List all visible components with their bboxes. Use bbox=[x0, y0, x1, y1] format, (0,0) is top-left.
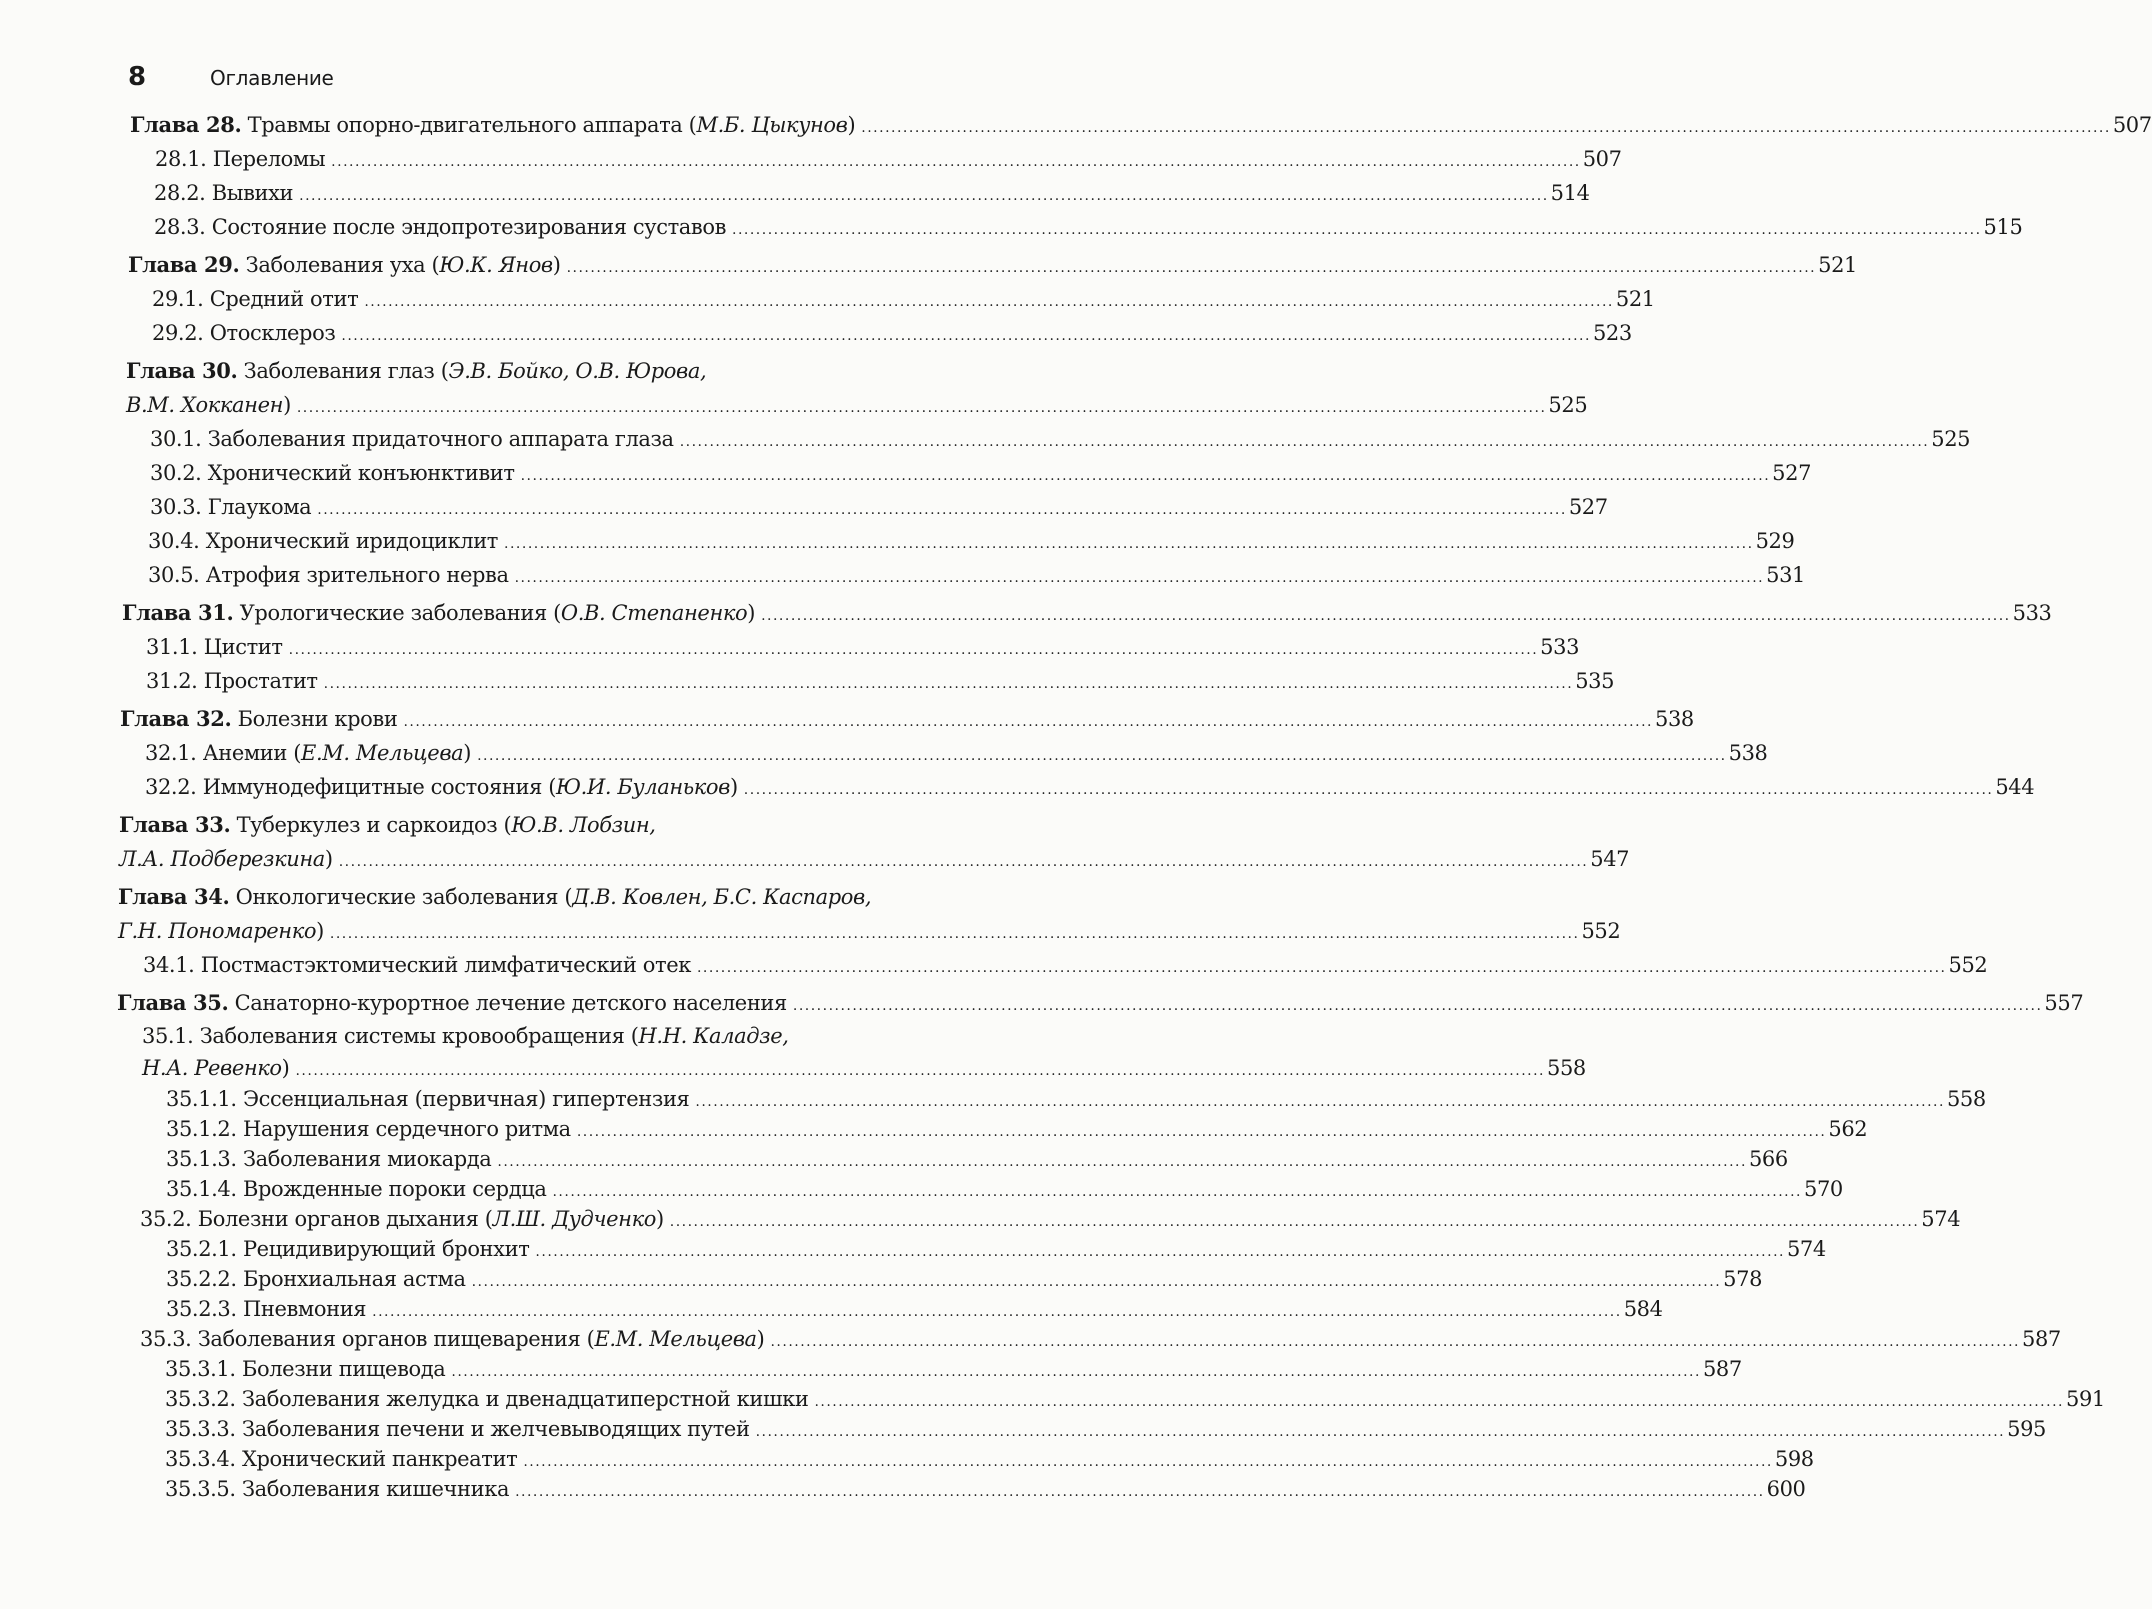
leader-dots bbox=[299, 179, 1549, 213]
section-title: Иммунодефицитные состояния ( bbox=[202, 775, 557, 799]
page-ref: 535 bbox=[1575, 669, 1615, 693]
page-ref: 544 bbox=[1995, 775, 2035, 799]
chapter-author-cont: Л.А. Подберезкина bbox=[119, 847, 325, 871]
chapter-label: Глава 32. bbox=[120, 706, 232, 731]
page-ref: 600 bbox=[1766, 1477, 1806, 1501]
leader-dots bbox=[756, 1417, 2006, 1447]
toc-subsection-35-2-1[interactable]: 35.2.1. Рецидивирующий бронхит ..... 574 bbox=[0, 1234, 910, 1264]
leader-dots bbox=[472, 1267, 1722, 1297]
toc-chapter-30[interactable]: Глава 30. Заболевания глаз (Э.В. Бойко, О.В. Юрова, В.М. Хокканен ) ..... 525 bbox=[0, 354, 910, 422]
toc-section-32-1[interactable]: 32.1. Анемии ( Е.М. Мельцева ) ..... 538 bbox=[0, 736, 910, 770]
toc-section-30-1[interactable]: 30.1. Заболевания придаточного аппарата глаза ..... 525 bbox=[0, 422, 910, 456]
page-ref: 595 bbox=[2007, 1417, 2046, 1441]
page-ref: 525 bbox=[1931, 427, 1971, 451]
page-ref: 587 bbox=[1702, 1357, 1742, 1381]
section-title: Хронический иридоциклит bbox=[205, 529, 499, 553]
toc-section-28-1[interactable]: 28.1. Переломы ..... 507 bbox=[0, 142, 910, 176]
chapter-title: Урологические заболевания ( bbox=[239, 601, 561, 625]
chapter-author: Д.В. Ковлен, Б.С. Каспаров, bbox=[572, 885, 872, 909]
toc-chapter-32[interactable] bbox=[0, 702, 1694, 736]
section-title: Средний отит bbox=[209, 287, 359, 311]
chapter-author: Э.В. Бойко, О.В. Юрова, bbox=[448, 359, 707, 383]
chapter-author: Ю.К. Янов bbox=[439, 253, 553, 277]
toc-section-29-1[interactable]: 29.1. Средний отит ..... 521 bbox=[0, 282, 910, 316]
leader-dots bbox=[697, 951, 1947, 985]
leader-dots bbox=[317, 493, 1567, 527]
leader-dots bbox=[372, 1297, 1622, 1327]
toc-section-32-2[interactable]: 32.2. Иммунодефицитные состояния ( Ю.И. Буланьков ) ..... 544 bbox=[0, 770, 910, 804]
leader-dots bbox=[861, 111, 2111, 145]
toc-subsection-35-2-2[interactable]: 35.2.2. Бронхиальная астма ..... 578 bbox=[0, 1264, 910, 1294]
toc-section-29-2[interactable]: 29.2. Отосклероз ..... 523 bbox=[0, 316, 910, 350]
table-of-contents bbox=[0, 104, 2152, 1504]
section-title: Рецидивирующий бронхит bbox=[242, 1237, 530, 1261]
section-author: Л.Ш. Дудченко bbox=[492, 1207, 656, 1231]
section-title: Заболевания придаточного аппарата глаза bbox=[207, 427, 674, 451]
section-author: Е.М. Мельцева bbox=[301, 741, 464, 765]
leader-dots bbox=[732, 213, 1982, 247]
leader-dots bbox=[515, 1477, 1765, 1507]
toc-subsection-35-1-4[interactable]: 35.1.4. Врожденные пороки сердца ..... 570 bbox=[0, 1174, 910, 1204]
leader-dots bbox=[341, 319, 1591, 353]
page-ref: 574 bbox=[1786, 1237, 1826, 1261]
section-title: Пневмония bbox=[242, 1297, 367, 1321]
section-title: Хронический панкреатит bbox=[241, 1447, 518, 1471]
toc-chapter-35[interactable] bbox=[0, 986, 2084, 1020]
page-ref: 552 bbox=[1948, 953, 1988, 977]
page-ref: 591 bbox=[2065, 1387, 2105, 1411]
chapter-title: Заболевания уха ( bbox=[245, 253, 440, 277]
page-ref: 531 bbox=[1766, 563, 1806, 587]
section-title: Болезни пищевода bbox=[241, 1357, 446, 1381]
leader-dots bbox=[523, 1447, 1773, 1477]
section-title: Атрофия зрительного нерва bbox=[205, 563, 509, 587]
leader-dots bbox=[793, 989, 2043, 1023]
chapter-title: Онкологические заболевания ( bbox=[235, 885, 573, 909]
chapter-author: О.В. Степаненко bbox=[560, 601, 748, 625]
page-ref: 529 bbox=[1755, 529, 1795, 553]
page-ref: 525 bbox=[1548, 393, 1588, 417]
leader-dots bbox=[552, 1177, 1802, 1207]
leader-dots bbox=[567, 251, 1817, 285]
chapter-author-cont: Г.Н. Пономаренко bbox=[118, 919, 317, 943]
section-title: Глаукома bbox=[207, 495, 312, 519]
section-title: Заболевания органов пищеварения ( bbox=[197, 1327, 595, 1351]
chapter-title: Травмы опорно-двигательного аппарата ( bbox=[247, 113, 697, 137]
page-ref: 598 bbox=[1774, 1447, 1814, 1471]
leader-dots bbox=[744, 773, 1994, 807]
section-author-cont: Н.А. Ревенко bbox=[142, 1056, 282, 1080]
toc-section-30-4[interactable]: 30.4. Хронический иридоциклит ..... 529 bbox=[0, 524, 910, 558]
toc-chapter-29[interactable]: Глава 29. Заболевания уха ( Ю.К. Янов ) ..... 521 bbox=[0, 248, 910, 282]
page-ref: 533 bbox=[2012, 601, 2052, 625]
page-ref: 547 bbox=[1590, 847, 1630, 871]
section-title: Цистит bbox=[203, 635, 283, 659]
chapter-label: Глава 28. bbox=[130, 112, 242, 137]
leader-dots bbox=[515, 561, 1765, 595]
section-title: Переломы bbox=[212, 147, 326, 171]
page-ref: 507 bbox=[1582, 147, 1622, 171]
toc-subsection-35-2-3[interactable]: 35.2.3. Пневмония ..... 584 bbox=[0, 1294, 910, 1324]
page-ref: 584 bbox=[1623, 1297, 1663, 1321]
toc-section-31-2[interactable]: 31.2. Простатит ..... 535 bbox=[0, 664, 910, 698]
leader-dots bbox=[330, 917, 1580, 951]
toc-chapter-34[interactable]: Глава 34. Онкологические заболевания (Д.В. Ковлен, Б.С. Каспаров, Г.Н. Пономаренко ) ..... 552 bbox=[0, 880, 910, 948]
page-ref: 558 bbox=[1547, 1056, 1586, 1080]
section-title: Вывихи bbox=[211, 181, 294, 205]
section-title: Эссенциальная (первичная) гипертензия bbox=[242, 1087, 690, 1111]
toc-subsection-35-1-2[interactable]: 35.1.2. Нарушения сердечного ритма ..... 562 bbox=[0, 1114, 910, 1144]
toc-section-28-2[interactable]: 28.2. Вывихи ..... 514 bbox=[0, 176, 910, 210]
toc-section-30-5[interactable]: 30.5. Атрофия зрительного нерва ..... 531 bbox=[0, 558, 910, 592]
page-ref: 538 bbox=[1728, 741, 1768, 765]
page-ref: 523 bbox=[1592, 321, 1632, 345]
toc-section-34-1[interactable]: 34.1. Постмастэктомический лимфатический отек ..... 552 bbox=[0, 948, 910, 982]
section-title: Анемии ( bbox=[202, 741, 302, 765]
section-title: Состояние после эндопротезирования суставов bbox=[211, 215, 726, 239]
page-ref: 533 bbox=[1540, 635, 1580, 659]
page-ref: 578 bbox=[1723, 1267, 1763, 1291]
chapter-author: М.Б. Цыкунов bbox=[696, 113, 848, 137]
toc-subsection-35-1-1[interactable]: 35.1.1. Эссенциальная (первичная) гипертензия ..... 558 bbox=[0, 1084, 910, 1114]
chapter-title: Болезни крови bbox=[237, 707, 398, 731]
toc-subsection-35-3-4[interactable]: 35.3.4. Хронический панкреатит ..... 598 bbox=[0, 1444, 910, 1474]
chapter-title: Заболевания глаз ( bbox=[243, 359, 449, 383]
leader-dots bbox=[504, 527, 1754, 561]
chapter-label: Глава 29. bbox=[128, 252, 240, 277]
section-title: Заболевания миокарда bbox=[242, 1147, 492, 1171]
leader-dots bbox=[814, 1387, 2064, 1417]
toc-section-28-3[interactable]: 28.3. Состояние после эндопротезирования суставов ..... 515 bbox=[0, 210, 910, 244]
page-ref: 538 bbox=[1654, 707, 1694, 731]
page-ref: 552 bbox=[1581, 919, 1621, 943]
leader-dots bbox=[535, 1237, 1785, 1267]
toc-subsection-35-1-3[interactable]: 35.1.3. Заболевания миокарда ..... 566 bbox=[0, 1144, 910, 1174]
toc-section-35-1[interactable]: 35.1. Заболевания системы кровообращения (Н.Н. Каладзе, Н.А. Ревенко ) ..... 558 bbox=[0, 1020, 910, 1084]
section-title: Заболевания системы кровообращения ( bbox=[199, 1024, 639, 1048]
running-title: Оглавление bbox=[210, 66, 334, 90]
toc-section-35-2[interactable]: 35.2. Болезни органов дыхания ( Л.Ш. Дудченко ) ..... 574 bbox=[0, 1204, 910, 1234]
leader-dots bbox=[339, 845, 1589, 879]
page-ref: 527 bbox=[1772, 461, 1812, 485]
page-ref: 514 bbox=[1550, 181, 1590, 205]
page-ref: 570 bbox=[1804, 1177, 1843, 1201]
page-ref: 557 bbox=[2044, 991, 2084, 1015]
chapter-label: Глава 35. bbox=[117, 990, 229, 1015]
leader-dots bbox=[680, 425, 1930, 459]
leader-dots bbox=[403, 705, 1653, 739]
section-title: Нарушения сердечного ритма bbox=[242, 1117, 571, 1141]
page-ref: 527 bbox=[1568, 495, 1608, 519]
leader-dots bbox=[497, 1147, 1747, 1177]
leader-dots bbox=[324, 667, 1574, 701]
section-title: Болезни органов дыхания ( bbox=[197, 1207, 493, 1231]
page-number: 8 bbox=[128, 62, 147, 92]
chapter-title: Туберкулез и саркоидоз ( bbox=[236, 813, 512, 837]
toc-subsection-35-3-2[interactable]: 35.3.2. Заболевания желудка и двенадцатиперстной кишки ..... 591 bbox=[0, 1384, 910, 1414]
section-author: Е.М. Мельцева bbox=[594, 1327, 757, 1351]
chapter-author-cont: В.М. Хокканен bbox=[126, 393, 284, 417]
chapter-author: Ю.В. Лобзин, bbox=[511, 813, 656, 837]
toc-section-31-1[interactable]: 31.1. Цистит ..... 533 bbox=[0, 630, 910, 664]
section-title: Врожденные пороки сердца bbox=[242, 1177, 547, 1201]
chapter-label: Глава 30. bbox=[126, 358, 238, 383]
section-author: Н.Н. Каладзе, bbox=[638, 1024, 789, 1048]
page-ref: 521 bbox=[1818, 253, 1857, 277]
page-ref: 587 bbox=[2022, 1327, 2061, 1351]
chapter-label: Глава 34. bbox=[118, 884, 230, 909]
section-title: Отосклероз bbox=[209, 321, 336, 345]
toc-subsection-35-3-3[interactable]: 35.3.3. Заболевания печени и желчевыводящих путей ..... 595 bbox=[0, 1414, 910, 1444]
leader-dots bbox=[295, 1055, 1545, 1087]
section-title: Заболевания печени и желчевыводящих путей bbox=[241, 1417, 750, 1441]
page-ref: 521 bbox=[1615, 287, 1655, 311]
page-ref: 558 bbox=[1946, 1087, 1986, 1111]
chapter-label: Глава 31. bbox=[122, 600, 234, 625]
toc-subsection-35-3-5[interactable]: 35.3.5. Заболевания кишечника ..... 600 bbox=[0, 1474, 910, 1504]
toc-section-30-2[interactable]: 30.2. Хронический конъюнктивит ..... 527 bbox=[0, 456, 910, 490]
toc-section-35-3[interactable]: 35.3. Заболевания органов пищеварения ( Е.М. Мельцева ) ..... 587 bbox=[0, 1324, 910, 1354]
section-title: Постмастэктомический лимфатический отек bbox=[200, 953, 691, 977]
leader-dots bbox=[670, 1207, 1920, 1237]
leader-dots bbox=[477, 739, 1727, 773]
section-title: Хронический конъюнктивит bbox=[207, 461, 515, 485]
leader-dots bbox=[289, 633, 1539, 667]
toc-chapter-31[interactable]: Глава 31. Урологические заболевания ( О.В. Степаненко ) ..... 533 bbox=[0, 596, 910, 630]
leader-dots bbox=[297, 391, 1547, 425]
leader-dots bbox=[521, 459, 1771, 493]
leader-dots bbox=[577, 1117, 1827, 1147]
toc-chapter-33[interactable]: Глава 33. Туберкулез и саркоидоз (Ю.В. Лобзин, Л.А. Подберезкина ) ..... 547 bbox=[0, 808, 910, 876]
leader-dots bbox=[695, 1087, 1945, 1117]
section-title: Бронхиальная астма bbox=[242, 1267, 466, 1291]
toc-section-30-3[interactable]: 30.3. Глаукома ..... 527 bbox=[0, 490, 910, 524]
page-ref: 574 bbox=[1921, 1207, 1961, 1231]
leader-dots bbox=[451, 1357, 1701, 1387]
section-author: Ю.И. Буланьков bbox=[556, 775, 730, 799]
leader-dots bbox=[770, 1327, 2020, 1357]
section-title: Простатит bbox=[203, 669, 318, 693]
page-ref: 566 bbox=[1748, 1147, 1788, 1171]
section-title: Заболевания кишечника bbox=[241, 1477, 510, 1501]
leader-dots bbox=[331, 145, 1581, 179]
chapter-label: Глава 33. bbox=[119, 812, 231, 837]
chapter-title: Санаторно-курортное лечение детского населения bbox=[234, 991, 787, 1015]
page-ref: 515 bbox=[1983, 215, 2023, 239]
page-header bbox=[128, 62, 334, 92]
page-ref: 507 bbox=[2112, 113, 2152, 137]
section-title: Заболевания желудка и двенадцатиперстной кишки bbox=[241, 1387, 809, 1411]
leader-dots bbox=[364, 285, 1614, 319]
toc-subsection-35-3-1[interactable]: 35.3.1. Болезни пищевода ..... 587 bbox=[0, 1354, 910, 1384]
page-ref: 562 bbox=[1828, 1117, 1868, 1141]
leader-dots bbox=[761, 599, 2011, 633]
toc-chapter-28[interactable]: Глава 28. Травмы опорно-двигательного аппарата ( М.Б. Цыкунов ) ..... 507 bbox=[0, 108, 910, 142]
